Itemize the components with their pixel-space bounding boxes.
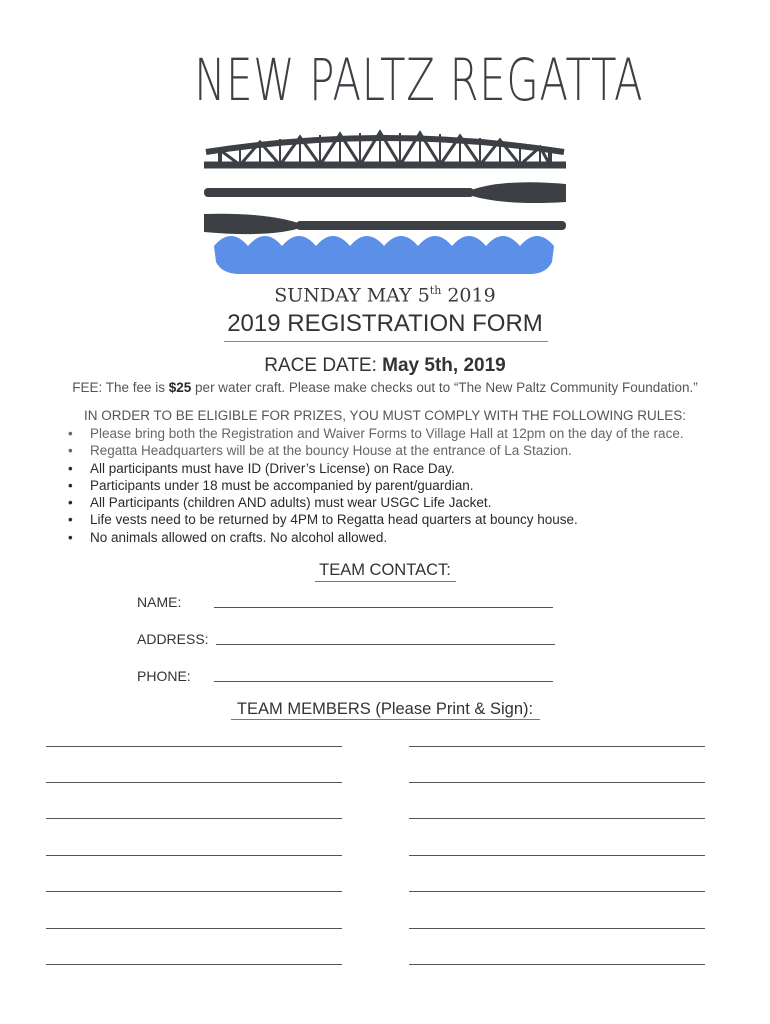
rules-intro: IN ORDER TO BE ELIGIBLE FOR PRIZES, YOU MUST COMPLY WITH THE FOLLOWING RULES: (83, 408, 687, 423)
fee-suffix: per water craft. Please make checks out to “The New Paltz Community Foundation.” (191, 380, 698, 395)
member-signature-line[interactable] (46, 746, 342, 747)
form-title-underline (224, 341, 548, 342)
team-contact-underline (315, 581, 456, 582)
event-date-suffix: th (429, 284, 442, 297)
rules-list (64, 425, 684, 546)
member-signature-line[interactable] (409, 855, 705, 856)
event-date-year: 2019 (447, 284, 496, 307)
rule-item: • All Participants (children AND adults) must wear USGC Life Jacket. (64, 494, 684, 511)
name-label: NAME: (137, 594, 182, 610)
race-date-label: RACE DATE: (264, 355, 377, 376)
member-signature-line[interactable] (409, 818, 705, 819)
member-signature-line[interactable] (409, 746, 705, 747)
rule-item: • Please bring both the Registration and Waiver Forms to Village Hall at 12pm on the day of the race. (64, 425, 684, 442)
fee-line (0, 380, 770, 395)
race-date-value: May 5th, 2019 (382, 355, 506, 376)
member-signature-line[interactable] (46, 964, 342, 965)
oar-icon (204, 214, 566, 234)
member-signature-line[interactable] (46, 928, 342, 929)
regatta-emblem (200, 128, 570, 278)
phone-field[interactable] (214, 681, 553, 682)
logo-title: NEW PALTZ REGATTA (194, 46, 644, 114)
team-contact-heading: TEAM CONTACT: (319, 561, 451, 579)
name-field[interactable] (214, 607, 553, 608)
event-date-text: SUNDAY MAY 5 (274, 284, 430, 307)
form-title: 2019 REGISTRATION FORM (227, 310, 543, 337)
member-signature-line[interactable] (409, 928, 705, 929)
rule-item: • Regatta Headquarters will be at the bouncy House at the entrance of La Stazion. (64, 442, 684, 459)
rule-item: • All participants must have ID (Driver’s License) on Race Day. (64, 460, 684, 477)
event-date (0, 284, 770, 306)
fee-prefix: FEE: The fee is (72, 380, 169, 395)
member-signature-line[interactable] (46, 891, 342, 892)
rule-item: • Participants under 18 must be accompanied by parent/guardian. (64, 477, 684, 494)
address-field[interactable] (216, 644, 555, 645)
member-signature-line[interactable] (409, 782, 705, 783)
race-date (0, 355, 770, 377)
bridge-icon (204, 132, 566, 165)
team-members-underline (231, 719, 540, 720)
waves-icon (214, 236, 554, 274)
fee-amount: $25 (168, 380, 192, 395)
member-signature-line[interactable] (409, 891, 705, 892)
rule-item: • No animals allowed on crafts. No alcohol allowed. (64, 529, 684, 546)
member-signature-line[interactable] (46, 855, 342, 856)
team-members-heading: TEAM MEMBERS (Please Print & Sign): (236, 700, 534, 718)
member-signature-line[interactable] (409, 964, 705, 965)
address-label: ADDRESS: (137, 631, 209, 647)
member-signature-line[interactable] (46, 782, 342, 783)
member-signature-line[interactable] (46, 818, 342, 819)
oar-icon (204, 182, 566, 203)
phone-label: PHONE: (137, 668, 191, 684)
rule-item: • Life vests need to be returned by 4PM to Regatta head quarters at bouncy house. (64, 511, 684, 528)
